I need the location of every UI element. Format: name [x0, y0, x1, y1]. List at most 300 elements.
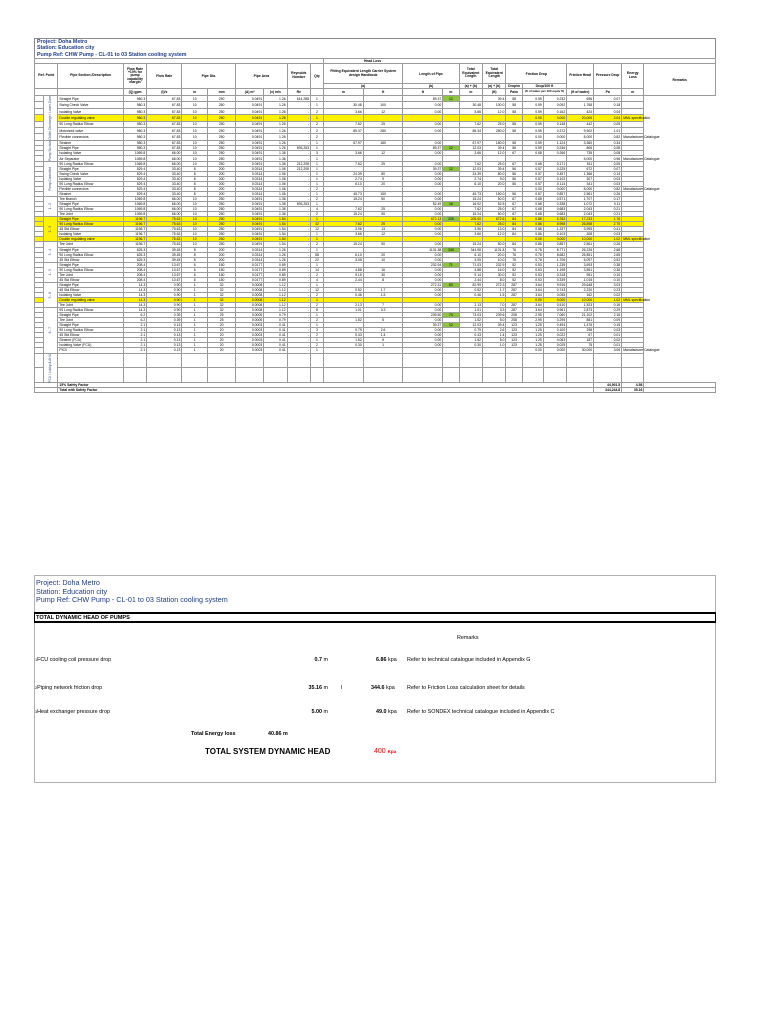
cell-t2: 100.0: [483, 102, 506, 108]
cell-re: -: [287, 247, 310, 252]
cell-re: -: [287, 186, 310, 191]
cell-re: 693,263: [287, 202, 310, 207]
hdr-ab2: (a) + (b): [483, 84, 506, 89]
cell-t1: 73.03: [459, 313, 482, 318]
cell-ls: 0.13: [147, 323, 182, 328]
total-pa: 344,244.8: [594, 387, 622, 392]
cell-el: 0.05: [594, 121, 622, 127]
cell-q: 1: [311, 262, 324, 267]
cell-q: 22: [311, 257, 324, 262]
cell-el: 2.16: [594, 313, 622, 318]
cell-ls: 0.90: [147, 292, 182, 297]
cell-v: [264, 368, 287, 383]
cell-el: 0.17: [594, 197, 622, 202]
cell-fh: 0.171: [543, 161, 566, 166]
cell-ls: 66.00: [147, 151, 182, 156]
total-row: [35, 387, 716, 392]
item-3-unit: m: [323, 709, 328, 715]
cell-pd: 21,102: [567, 313, 594, 318]
cell-d: [58, 368, 124, 383]
cell-pd: 29,648: [567, 282, 594, 287]
cell-ft: 5: [363, 318, 403, 323]
unit-pa-m: Pa/m: [506, 89, 522, 96]
cell-d: Straight Pipe: [58, 217, 124, 222]
cell-re: -: [287, 338, 310, 343]
cell-a: 0.0008: [236, 308, 264, 313]
cell-ls: 13.67: [147, 277, 182, 282]
cell-v: 1.36: [264, 161, 287, 166]
cell-t1: 3.66: [459, 151, 482, 156]
cell-re: 693,263: [287, 146, 310, 151]
cell-el: 0.15: [594, 323, 622, 328]
cell-a: 0.0008: [236, 292, 264, 297]
cell-t2: 25.0: [483, 161, 506, 166]
cell-el: 0.09: [594, 318, 622, 323]
cell-a: [236, 353, 264, 368]
section-group-label: [44, 262, 58, 282]
cell-fh: 0.857: [543, 242, 566, 247]
cell-pd: 3,995: [567, 227, 594, 232]
cell-in: 8: [182, 181, 208, 186]
cell-el: 2.04: [594, 115, 622, 121]
cell-rem: Manufacturer Catalogue: [623, 186, 660, 191]
cell-v: 1.06: [264, 171, 287, 176]
cell-pd: 511: [567, 161, 594, 166]
cell-a: 0.0491: [236, 222, 264, 227]
cell-q: 1: [311, 338, 324, 343]
cell-ls: 33.40: [147, 166, 182, 171]
cell-dm: 58: [506, 96, 522, 102]
cell-d: Double regulating valve: [58, 115, 124, 121]
item-2-kpa: [371, 685, 395, 691]
safety-factor-label: 15% Safety Factor: [58, 382, 594, 387]
cell-in: 6: [182, 277, 208, 282]
cell-q: 1: [311, 282, 324, 287]
cell-m: 7.62: [323, 161, 363, 166]
cell-t1: 16.02: [459, 202, 482, 207]
cell-mm: 250: [208, 102, 236, 108]
item-2-label: Piping network friction drop: [37, 685, 103, 691]
cell-fh: 0.000: [543, 237, 566, 242]
cell-gpm: 529.4: [123, 166, 146, 171]
cell-el: 0.11: [594, 202, 622, 207]
cell-m: 1.52: [323, 318, 363, 323]
cell-el: 1.02: [594, 237, 622, 242]
cell-lm: 16: [443, 202, 459, 207]
cell-gpm: 14.3: [123, 292, 146, 297]
cell-q: 2: [311, 318, 324, 323]
cell-mm: 250: [208, 222, 236, 227]
cell-v: 1.26: [264, 247, 287, 252]
cell-gpm: 980.3: [123, 108, 146, 114]
item-1-remark: Refer to technical catalogue included in Appendix G: [407, 657, 531, 663]
cell-dm: 52: [506, 262, 522, 267]
cell-re: -: [287, 262, 310, 267]
cell-gpm: 2.1: [123, 333, 146, 338]
cell-v: 0.79: [264, 313, 287, 318]
cell-el: 0.08: [594, 146, 622, 151]
cell-d100: 0.59: [522, 140, 543, 145]
cell-t2: 150.0: [483, 192, 506, 197]
cell-gpm: 625.3: [123, 247, 146, 252]
cell-el: 3.06: [594, 348, 622, 353]
cell-t1: 205.00: [459, 217, 482, 222]
cell-gpm: 1196.7: [123, 227, 146, 232]
cell-re: -: [287, 292, 310, 297]
unit-m2: (A) m²: [236, 89, 264, 96]
cell-d100: 0.68: [522, 207, 543, 212]
cell-el: 0.02: [594, 338, 622, 343]
cell-el: 0.07: [594, 166, 622, 171]
cell-t2: 52.5: [483, 202, 506, 207]
cell-a: [236, 368, 264, 383]
cell-t1: 1.52: [459, 338, 482, 343]
cell-pd: [567, 368, 594, 383]
cell-el: 0.82: [594, 134, 622, 140]
remarks-header: Remarks: [457, 635, 479, 641]
cell-re: -: [287, 318, 310, 323]
cell-ls: 13.67: [147, 262, 182, 267]
cell-in: 1: [182, 308, 208, 313]
cell-t1: 24.39: [459, 171, 482, 176]
cell-el: 0.26: [594, 242, 622, 247]
cell-v: 1.54: [264, 232, 287, 237]
cell-lf: 0.00: [403, 102, 443, 108]
project-header: [34, 38, 716, 58]
cell-v: 1.54: [264, 237, 287, 242]
cell-t1: 45.73: [459, 192, 482, 197]
cell-pd: 3,693: [567, 262, 594, 267]
cell-d100: 0.00: [522, 186, 543, 191]
cell-pd: 2,873: [567, 308, 594, 313]
cell-d100: 0.57: [522, 181, 543, 186]
cell-d: Straight Pipe: [58, 166, 124, 171]
cell-a: 0.0491: [236, 102, 264, 108]
section-group-text: 3 - 4: [48, 248, 53, 256]
cell-mm: 250: [208, 128, 236, 134]
cell-ls: 66.00: [147, 156, 182, 161]
cell-pd: 672: [567, 166, 594, 171]
cell-lm: 12: [443, 166, 459, 171]
project-name: Project: Doha Metro: [37, 39, 88, 45]
cell-ft: 25: [363, 207, 403, 212]
cell-q: 1: [311, 146, 324, 151]
cell-rem: MML specification: [623, 297, 651, 302]
cell-d: Tee Joint: [58, 212, 124, 217]
cell-gpm: 1196.7: [123, 217, 146, 222]
cell-d: Straight Pipe: [58, 262, 124, 267]
head-loss-sheet: [34, 38, 716, 393]
cell-pd: 25,851: [567, 252, 594, 257]
cell-ls: 33.40: [147, 181, 182, 186]
cell-in: [182, 368, 208, 383]
cell-ft: 80: [363, 171, 403, 176]
cell-pd: 735: [567, 151, 594, 156]
section-group-text: 5 - 6: [48, 291, 53, 299]
cell-fh: 0.000: [543, 115, 566, 121]
cell-ls: 0.13: [147, 348, 182, 353]
cell-lf: 0.00: [403, 232, 443, 237]
cell-v: 1.26: [264, 252, 287, 257]
cell-v: 1.12: [264, 287, 287, 292]
item-2-value-num: 35.16: [308, 685, 322, 691]
cell-lf: 0.00: [403, 207, 443, 212]
cell-mm: 200: [208, 166, 236, 171]
cell-ft: 50: [363, 242, 403, 247]
section-group-label: [44, 242, 58, 262]
cell-ls: 66.00: [147, 207, 182, 212]
cell-el: 0.10: [594, 277, 622, 282]
cell-t1: 2.13: [459, 303, 482, 308]
cell-v: 1.12: [264, 282, 287, 287]
cell-fh: 1.337: [543, 227, 566, 232]
cell-el: 0.01: [594, 333, 622, 338]
cell-d: 45 Std Elbow: [58, 333, 124, 338]
cell-in: 10: [182, 128, 208, 134]
cell-t2: 2.6: [483, 328, 506, 333]
cell-d: 45 Std Elbow: [58, 277, 124, 282]
summary-item-3: [35, 709, 110, 715]
cell-el: 1.76: [594, 217, 622, 222]
cell-lf: 0.00: [403, 338, 443, 343]
cell-d: 90 Long Radius Elbow: [58, 252, 124, 257]
cell-d100: 2.95: [522, 318, 543, 323]
cell-ls: 67.83: [147, 134, 182, 140]
cell-t1: 6.10: [459, 252, 482, 257]
cell-v: 0.89: [264, 272, 287, 277]
cell-re: -: [287, 102, 310, 108]
cell-q: 2: [311, 108, 324, 114]
cell-m: 4.88: [323, 267, 363, 272]
cell-gpm: 625.3: [123, 257, 146, 262]
cell-d100: 0.59: [522, 102, 543, 108]
cell-in: 10: [182, 197, 208, 202]
cell-dm: 208: [506, 318, 522, 323]
cell-d: 45 Std Elbow: [58, 287, 124, 292]
cell-t2: 80.0: [483, 171, 506, 176]
cell-pd: 75: [567, 343, 594, 348]
section-group-text: FCU / Lobby & AHU: [48, 353, 53, 382]
item-2-kpa-unit: kpa: [386, 685, 395, 691]
cell-t1: 15.24: [459, 197, 482, 202]
item-1-value-num: 0.7: [314, 657, 322, 663]
cell-lf: 272.31: [403, 282, 443, 287]
cell-lf: 0.00: [403, 252, 443, 257]
cell-t2: 672.6: [483, 217, 506, 222]
cell-in: 1: [182, 292, 208, 297]
summary-pump-ref: Pump Ref: CHW Pump - CL-01 to 03 Station cooling system: [36, 595, 228, 605]
cell-m: 3.66: [323, 232, 363, 237]
cell-mm: 20: [208, 343, 236, 348]
cell-gpm: 980.3: [123, 134, 146, 140]
cell-d100: [522, 368, 543, 383]
cell-ft: 13: [363, 227, 403, 232]
cell-v: 0.41: [264, 333, 287, 338]
cell-m: 67.97: [323, 140, 363, 145]
cell-ls: 67.83: [147, 102, 182, 108]
cell-lf: 0.00: [403, 267, 443, 272]
cell-a: 0.0314: [236, 257, 264, 262]
cell-lm: [443, 368, 459, 383]
hdr-flow-margin: Flow Rate +10% for pump capability margin: [123, 64, 146, 89]
cell-fh: 0.457: [543, 171, 566, 176]
cell-mm: 200: [208, 176, 236, 181]
cell-re: -: [287, 171, 310, 176]
cell-pd: 1,366: [567, 171, 594, 176]
total-m: 35.16: [622, 387, 644, 392]
cell-el: 2.65: [594, 252, 622, 257]
cell-a: 0.0314: [236, 171, 264, 176]
cell-gpm: 14.3: [123, 282, 146, 287]
cell-re: -: [287, 282, 310, 287]
cell-dm: [506, 353, 522, 368]
cell-ls: 66.00: [147, 161, 182, 166]
cell-re: 614,288: [287, 96, 310, 102]
cell-gpm: 980.3: [123, 102, 146, 108]
cell-ls: 0.13: [147, 338, 182, 343]
cell-mm: 200: [208, 247, 236, 252]
cell-a: 0.0491: [236, 134, 264, 140]
cell-t2: 5.0: [483, 338, 506, 343]
cell-ft: 2.6: [363, 328, 403, 333]
cell-in: 8: [182, 186, 208, 191]
cell-pd: 9,902: [567, 128, 594, 134]
tsdh-label: TOTAL SYSTEM DYNAMIC HEAD: [205, 747, 331, 756]
cell-v: 0.41: [264, 328, 287, 333]
cell-t2: 12.0: [483, 108, 506, 114]
item-1-kpa-num: 6.86: [376, 657, 387, 663]
cell-fh: [543, 353, 566, 368]
cell-d100: 0.59: [522, 128, 543, 134]
cell-mm: 250: [208, 207, 236, 212]
cell-ls: 75.63: [147, 232, 182, 237]
section-group-label: [44, 282, 58, 307]
cell-re: -: [287, 257, 310, 262]
cell-d: Isolating Valve: [58, 292, 124, 297]
cell-t1: 2.74: [459, 176, 482, 181]
cell-t1: 0.79: [459, 328, 482, 333]
cell-re: -: [287, 242, 310, 247]
cell-lm: [443, 353, 459, 368]
cell-pd: 8,000: [567, 134, 594, 140]
cell-fh: 0.338: [543, 202, 566, 207]
cell-d: Strainer: [58, 192, 124, 197]
cell-d: Swing Check Valve: [58, 102, 124, 108]
cell-lm: 12: [443, 323, 459, 328]
hdr-energy-loss: Energy Loss: [622, 64, 644, 89]
cell-pd: 2,561: [567, 242, 594, 247]
cell-ls: 0.13: [147, 328, 182, 333]
cell-re: 212,208: [287, 166, 310, 171]
cell-in: [182, 353, 208, 368]
cell-lf: 239.50: [403, 313, 443, 318]
cell-ls: 75.63: [147, 217, 182, 222]
item-2-number: 2: [35, 686, 38, 690]
cell-mm: 200: [208, 257, 236, 262]
cell-re: -: [287, 323, 310, 328]
cell-gpm: 1196.7: [123, 242, 146, 247]
cell-v: 1.26: [264, 257, 287, 262]
section-group-label: [44, 161, 58, 196]
cell-m: 0.46: [323, 292, 363, 297]
summary-station-name: Station: Education city: [36, 586, 108, 596]
cell-d: Isolating Valve (FCU): [58, 343, 124, 348]
cell-t2: 50.0: [483, 212, 506, 217]
cell-d: Swing Check Valve: [58, 171, 124, 176]
item-1-unit: m: [323, 657, 328, 663]
cell-a: 0.0177: [236, 267, 264, 272]
cell-gpm: 980.3: [123, 115, 146, 121]
cell-d100: 0.78: [522, 247, 543, 252]
cell-a: 0.0314: [236, 252, 264, 257]
cell-q: 2: [311, 333, 324, 338]
cell-q: 1: [311, 161, 324, 166]
cell-in: 8: [182, 171, 208, 176]
cell-d100: 0.68: [522, 197, 543, 202]
cell-d100: 0.59: [522, 96, 543, 102]
cell-el: [594, 353, 622, 368]
hdr-remarks: Remarks: [644, 64, 716, 96]
cell-a: 0.0008: [236, 297, 264, 302]
cell-ft: 5: [363, 338, 403, 343]
ref-point-cell: [35, 368, 44, 383]
cell-pd: 20,000: [567, 115, 594, 121]
tsdh-value: [374, 748, 396, 756]
cell-fh: 0.683: [543, 212, 566, 217]
hdr-b: (b): [403, 84, 459, 89]
cell-gpm: 2.1: [123, 338, 146, 343]
cell-dm: 84: [506, 217, 522, 222]
cell-el: 0.21: [594, 207, 622, 212]
cell-fh: 0.232: [543, 96, 566, 102]
cell-v: 1.26: [264, 121, 287, 127]
cell-ft: 3.3: [363, 308, 403, 313]
cell-el: 0.82: [594, 186, 622, 191]
cell-in: 10: [182, 202, 208, 207]
cell-q: 1: [311, 247, 324, 252]
cell-ls: 67.83: [147, 121, 182, 127]
cell-ls: 39.45: [147, 257, 182, 262]
cell-d: Isolating Valve: [58, 108, 124, 114]
cell-t2: 1.7: [483, 287, 506, 292]
summary-project-header: [34, 575, 716, 612]
summary-body: [34, 623, 716, 783]
cell-dm: 52: [506, 272, 522, 277]
cell-mm: 20: [208, 323, 236, 328]
cell-d100: 0.59: [522, 146, 543, 151]
cell-re: -: [287, 313, 310, 318]
cell-dm: 58: [506, 121, 522, 127]
cell-v: 1.12: [264, 297, 287, 302]
cell-d100: 0.68: [522, 202, 543, 207]
cell-rem: [622, 368, 644, 383]
cell-q: 2: [311, 272, 324, 277]
cell-mm: 250: [208, 242, 236, 247]
cell-v: 1.36: [264, 207, 287, 212]
cell-d100: 0.53: [522, 272, 543, 277]
cell-a: 0.0491: [236, 217, 264, 222]
cell-in: 10: [182, 115, 208, 121]
cell-q: 1: [311, 166, 324, 171]
cell-t1: 12.03: [459, 323, 482, 328]
cell-q: 1: [311, 102, 324, 108]
cell-t1: [459, 368, 482, 383]
cell-q: [311, 353, 324, 368]
cell-ft: 100: [363, 102, 403, 108]
hdr-length-pipe: Length of Pipe: [403, 64, 459, 84]
cell-dm: 287: [506, 282, 522, 287]
unit-vms: (v) m/s: [264, 89, 287, 96]
